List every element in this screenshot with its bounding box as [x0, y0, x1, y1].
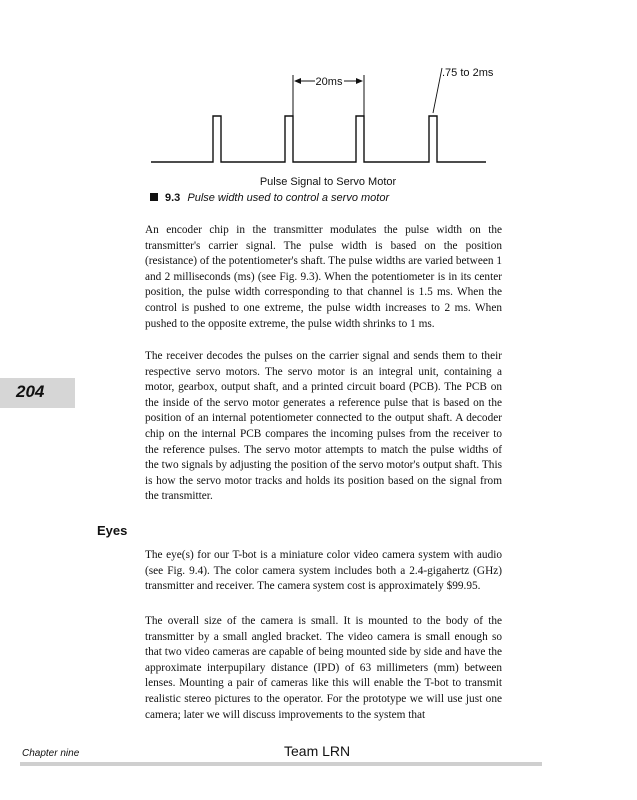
chapter-label: Chapter nine: [22, 748, 80, 759]
figure-number: 9.3: [165, 192, 181, 204]
arrowhead-right: [356, 78, 363, 84]
arrowhead-left: [294, 78, 301, 84]
body-paragraph: An encoder chip in the transmitter modulates the pulse width on the transmitter's carrier signal. The pulse width is based on the position (resistance) of the potentiometer's shaft. The pulse widths are varied between 1 and 2 milliseconds (ms) (see Fig. 9.3). When the potentiometer is in its center position, the pulse width corresponding to that channel is 1.5 ms. When the control is pushed to one extreme, the pulse width increases to 2 ms. When pushed to the opposite extreme, the pulse width shrinks to 1 ms.: [145, 224, 502, 330]
interval-label: 20ms: [315, 76, 343, 88]
footer-team-label: Team LRN: [284, 743, 351, 759]
caption-bullet: [150, 193, 158, 201]
pulse-waveform: [151, 116, 486, 162]
footer-rule: [20, 762, 542, 766]
body-paragraph: The overall size of the camera is small. It is mounted to the body of the transmitter by a small angled bracket. The video camera is small enough so that two video cameras are capable of being mounted side by side and have the approximate interpupilary distance (IPD) of 63 millimeters (mm) between lenses. Mounting a pair of cameras like this will enable the T-bot to transmit realistic stereo pictures to the operator. For the prototype we will use just one camera; later we will discuss improvements to the system that: [145, 615, 502, 721]
figure-title: Pulse Signal to Servo Motor: [259, 176, 397, 188]
page-number: 204: [16, 382, 45, 401]
pulse-width-label: .75 to 2ms: [442, 67, 494, 79]
figure-caption-text: Pulse width used to control a servo motor: [187, 192, 390, 204]
pulse-signal-diagram: [140, 55, 510, 175]
section-heading: Eyes: [97, 523, 128, 538]
body-paragraph: The eye(s) for our T-bot is a miniature color video camera system with audio (see Fig. 9.4). The color camera system includes both a 2.4-gigahertz (GHz) transmitter and receiver. The camera system cost is approximately $99.95.: [145, 549, 502, 593]
page-number-tab: [0, 378, 75, 408]
pulse-width-leader: [433, 68, 442, 113]
figure-caption: [150, 192, 389, 204]
body-paragraph: The receiver decodes the pulses on the carrier signal and sends them to their respective servo motors. The servo motor is an integral unit, containing a motor, gearbox, output shaft, and a printed circuit board (PCB). The PCB on the inside of the servo motor generates a reference pulse that is based on the position of an internal potentiometer connected to the output shaft. A decoder chip on the internal PCB compares the incoming pulses from the receiver to the reference pulses. The servo motor attempts to match the pulse widths of the two signals by adjusting the position of the servo motor's output shaft. This is how the servo motor tracks and holds its position based on the signal from the transmitter.: [145, 350, 502, 503]
